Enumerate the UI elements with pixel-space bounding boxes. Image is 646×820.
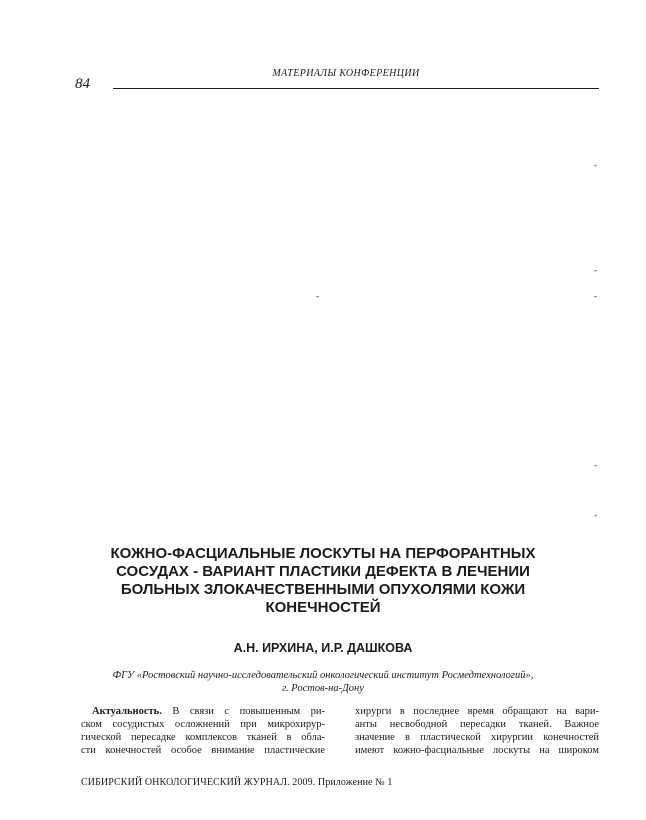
title-line: КОЖНО-ФАСЦИАЛЬНЫЕ ЛОСКУТЫ НА ПЕРФОРАНТНЫХ — [110, 545, 536, 562]
body-left-column — [81, 705, 325, 757]
body-line: имеют кожно-фасциальные лоскуты на широком — [355, 745, 599, 756]
body-line: значение в пластической хирургии конечностей — [355, 732, 599, 743]
article-title — [60, 545, 586, 617]
margin-mark: - — [594, 460, 597, 470]
body-line: анты несвободной пересадки тканей. Важное — [355, 719, 599, 730]
page-number: 84 — [75, 76, 90, 92]
margin-mark: - — [594, 291, 597, 301]
margin-mark: - — [594, 265, 597, 275]
affiliation-line: ФГУ «Ростовский научно-исследовательский онкологический институт Росмедтехнологий», — [112, 670, 534, 681]
affiliation-line: г. Ростов-на-Дону — [282, 683, 364, 694]
body-line: ском сосудистых осложнений при микрохирур- — [81, 719, 325, 730]
body-line: хирурги в последнее время обращают на вари- — [355, 706, 599, 717]
body-line: гической пересадке комплексов тканей в обла- — [81, 732, 325, 743]
body-line: сти конечностей особое внимание пластические — [81, 745, 325, 756]
margin-mark: - — [594, 510, 597, 520]
header-rule — [113, 88, 599, 89]
running-header: МАТЕРИАЛЫ КОНФЕРЕНЦИИ — [272, 68, 420, 79]
title-line: БОЛЬНЫХ ЗЛОКАЧЕСТВЕННЫМИ ОПУХОЛЯМИ КОЖИ — [120, 581, 526, 598]
section-lead-word: Актуальность. — [92, 706, 162, 717]
margin-mark: - — [594, 160, 597, 170]
margin-mark: - — [316, 291, 319, 301]
title-line: СОСУДАХ - ВАРИАНТ ПЛАСТИКИ ДЕФЕКТА В ЛЕЧЕНИИ — [116, 563, 530, 580]
body-line — [81, 705, 325, 718]
journal-footer: СИБИРСКИЙ ОНКОЛОГИЧЕСКИЙ ЖУРНАЛ. 2009. Приложение № 1 — [81, 777, 393, 788]
article-affiliation — [60, 669, 586, 695]
body-right-column — [355, 705, 599, 757]
title-line: КОНЕЧНОСТЕЙ — [265, 599, 381, 616]
body-text: В связи с повышенным ри- — [161, 706, 325, 717]
article-authors: А.Н. ИРХИНА, И.Р. ДАШКОВА — [233, 641, 413, 655]
